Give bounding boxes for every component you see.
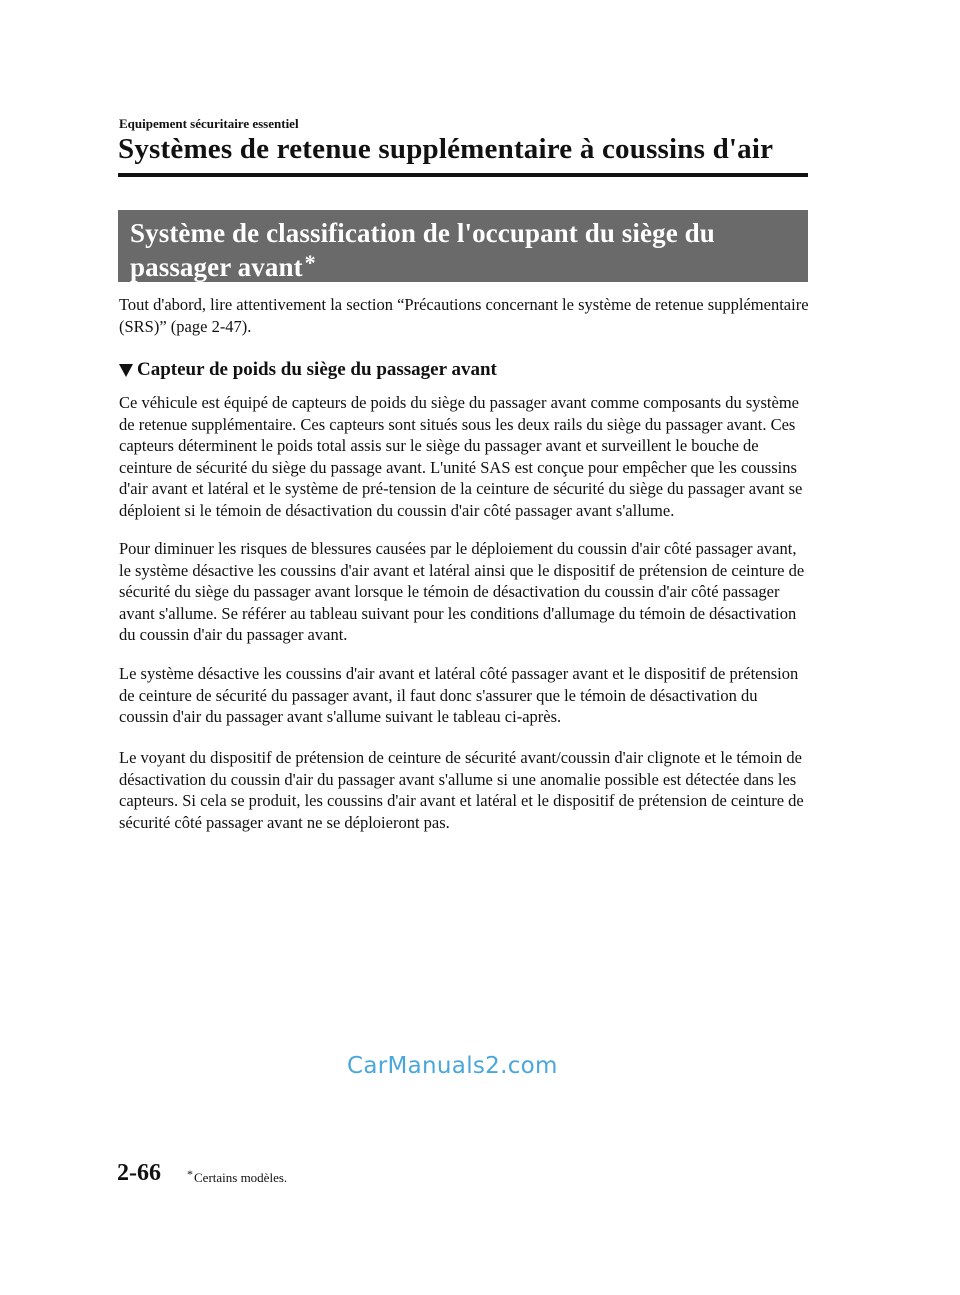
footnote-text: Certains modèles. bbox=[194, 1170, 288, 1185]
asterisk-icon: * bbox=[304, 250, 316, 275]
section-title bbox=[130, 218, 798, 282]
chapter-title: Systèmes de retenue supplémentaire à coussins d'air bbox=[118, 133, 774, 165]
section-label: Equipement sécuritaire essentiel bbox=[119, 116, 299, 131]
header-rule bbox=[118, 173, 808, 177]
asterisk-icon: * bbox=[187, 1167, 193, 1181]
footnote bbox=[187, 1167, 287, 1186]
subsection-title: Capteur de poids du siège du passager avant bbox=[137, 359, 497, 380]
section-banner bbox=[118, 210, 808, 282]
body-paragraph: Le voyant du dispositif de prétension de ceinture de sécurité avant/coussin d'air clignote et le témoin de désactivation du coussin d'air du passager avant s'allume si une anomalie possible est détectée dans les capteurs. Si cela se produit, les coussins d'air avant et latéral et le dispositif de prétension de ceinture de sécurité côté passager avant ne se déploieront pas. bbox=[119, 748, 804, 832]
page-number: 2-66 bbox=[117, 1160, 161, 1186]
section-title-text: Système de classification de l'occupant du siège du passager avant bbox=[130, 218, 715, 282]
body-paragraph: Ce véhicule est équipé de capteurs de poids du siège du passager avant comme composants du système de retenue supplémentaire. Ces capteurs sont situés sous les deux rails du siège du passager avant. Ces capteurs déterminent le poids total assis sur le siège du passager avant et surveillent le bouche de ceinture de sécurité du siège du passage avant. L'unité SAS est conçue pour empêcher que les coussins d'air avant et latéral et le système de pré-tension de la ceinture de sécurité du siège du passager avant se déploient si le témoin de désactivation du coussin d'air côté passager avant s'allume. bbox=[119, 393, 803, 520]
intro-paragraph: Tout d'abord, lire attentivement la section “Précautions concernant le système de retenue supplémentaire (SRS)” (page 2-47). bbox=[119, 295, 809, 336]
body-paragraph: Le système désactive les coussins d'air avant et latéral côté passager avant et le dispositif de prétension de ceinture de sécurité du passager avant, il faut donc s'assurer que le témoin de désactivation du coussin d'air du passager avant s'allume suivant le tableau ci-après. bbox=[119, 664, 799, 727]
subsection-heading bbox=[119, 359, 497, 381]
triangle-down-icon bbox=[119, 364, 133, 377]
watermark-link[interactable]: CarManuals2.com bbox=[347, 1053, 558, 1079]
body-paragraph: Pour diminuer les risques de blessures causées par le déploiement du coussin d'air côté passager avant, le système désactive les coussins d'air avant et latéral ainsi que le dispositif de prétension de ceinture de sécurité du siège du passager avant lorsque le témoin de désactivation du coussin d'air côté passager avant s'allume. Se référer au tableau suivant pour les conditions d'allumage du témoin de désactivation du coussin d'air du passager avant. bbox=[119, 539, 805, 645]
